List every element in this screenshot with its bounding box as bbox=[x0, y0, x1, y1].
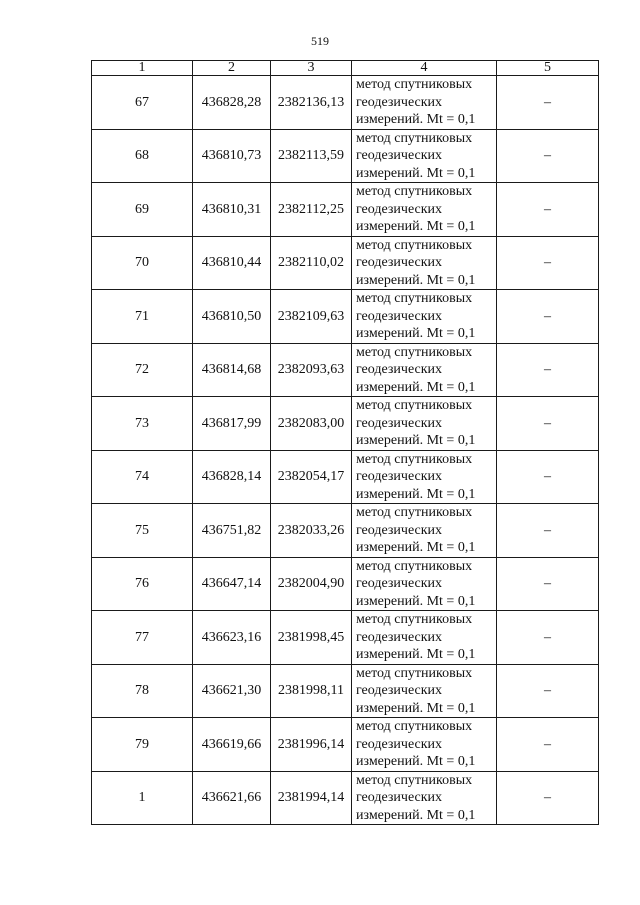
point-number-cell: 76 bbox=[92, 557, 193, 611]
point-number-cell: 78 bbox=[92, 664, 193, 718]
y-coordinate-cell: 2381994,14 bbox=[271, 771, 352, 825]
table-row bbox=[92, 718, 599, 772]
column-header: 4 bbox=[352, 61, 497, 76]
method-cell: метод спутниковых геодезических измерений. Mt = 0,1 bbox=[352, 290, 497, 344]
method-cell: метод спутниковых геодезических измерений. Mt = 0,1 bbox=[352, 129, 497, 183]
note-cell: – bbox=[497, 557, 599, 611]
x-coordinate-cell: 436751,82 bbox=[193, 504, 271, 558]
y-coordinate-cell: 2381998,45 bbox=[271, 611, 352, 665]
coordinates-table bbox=[91, 60, 599, 825]
column-header: 5 bbox=[497, 61, 599, 76]
page-number: 519 bbox=[311, 34, 329, 48]
method-cell: метод спутниковых геодезических измерений. Mt = 0,1 bbox=[352, 557, 497, 611]
x-coordinate-cell: 436619,66 bbox=[193, 718, 271, 772]
table-row bbox=[92, 183, 599, 237]
note-cell: – bbox=[497, 450, 599, 504]
note-cell: – bbox=[497, 129, 599, 183]
point-number-cell: 74 bbox=[92, 450, 193, 504]
y-coordinate-cell: 2382033,26 bbox=[271, 504, 352, 558]
note-cell: – bbox=[497, 76, 599, 130]
method-cell: метод спутниковых геодезических измерений. Mt = 0,1 bbox=[352, 771, 497, 825]
point-number-cell: 72 bbox=[92, 343, 193, 397]
table-row bbox=[92, 236, 599, 290]
method-cell: метод спутниковых геодезических измерений. Mt = 0,1 bbox=[352, 664, 497, 718]
point-number-cell: 67 bbox=[92, 76, 193, 130]
method-cell: метод спутниковых геодезических измерений. Mt = 0,1 bbox=[352, 504, 497, 558]
table-row bbox=[92, 611, 599, 665]
point-number-cell: 69 bbox=[92, 183, 193, 237]
note-cell: – bbox=[497, 718, 599, 772]
column-header: 3 bbox=[271, 61, 352, 76]
x-coordinate-cell: 436810,50 bbox=[193, 290, 271, 344]
note-cell: – bbox=[497, 611, 599, 665]
x-coordinate-cell: 436621,30 bbox=[193, 664, 271, 718]
y-coordinate-cell: 2382110,02 bbox=[271, 236, 352, 290]
table-row bbox=[92, 129, 599, 183]
x-coordinate-cell: 436810,44 bbox=[193, 236, 271, 290]
note-cell: – bbox=[497, 343, 599, 397]
y-coordinate-cell: 2382093,63 bbox=[271, 343, 352, 397]
note-cell: – bbox=[497, 504, 599, 558]
note-cell: – bbox=[497, 183, 599, 237]
column-header: 2 bbox=[193, 61, 271, 76]
x-coordinate-cell: 436647,14 bbox=[193, 557, 271, 611]
point-number-cell: 75 bbox=[92, 504, 193, 558]
y-coordinate-cell: 2382004,90 bbox=[271, 557, 352, 611]
method-cell: метод спутниковых геодезических измерений. Mt = 0,1 bbox=[352, 397, 497, 451]
note-cell: – bbox=[497, 771, 599, 825]
x-coordinate-cell: 436817,99 bbox=[193, 397, 271, 451]
method-cell: метод спутниковых геодезических измерений. Mt = 0,1 bbox=[352, 450, 497, 504]
method-cell: метод спутниковых геодезических измерений. Mt = 0,1 bbox=[352, 718, 497, 772]
method-cell: метод спутниковых геодезических измерений. Mt = 0,1 bbox=[352, 611, 497, 665]
table-row bbox=[92, 343, 599, 397]
y-coordinate-cell: 2382109,63 bbox=[271, 290, 352, 344]
note-cell: – bbox=[497, 664, 599, 718]
x-coordinate-cell: 436810,31 bbox=[193, 183, 271, 237]
x-coordinate-cell: 436828,14 bbox=[193, 450, 271, 504]
point-number-cell: 73 bbox=[92, 397, 193, 451]
table-row bbox=[92, 557, 599, 611]
column-header: 1 bbox=[92, 61, 193, 76]
y-coordinate-cell: 2382112,25 bbox=[271, 183, 352, 237]
table-row bbox=[92, 450, 599, 504]
method-cell: метод спутниковых геодезических измерений. Mt = 0,1 bbox=[352, 76, 497, 130]
table-row bbox=[92, 664, 599, 718]
note-cell: – bbox=[497, 290, 599, 344]
y-coordinate-cell: 2382113,59 bbox=[271, 129, 352, 183]
y-coordinate-cell: 2381996,14 bbox=[271, 718, 352, 772]
point-number-cell: 68 bbox=[92, 129, 193, 183]
table-row bbox=[92, 290, 599, 344]
x-coordinate-cell: 436623,16 bbox=[193, 611, 271, 665]
point-number-cell: 1 bbox=[92, 771, 193, 825]
y-coordinate-cell: 2382054,17 bbox=[271, 450, 352, 504]
method-cell: метод спутниковых геодезических измерений. Mt = 0,1 bbox=[352, 183, 497, 237]
point-number-cell: 79 bbox=[92, 718, 193, 772]
point-number-cell: 70 bbox=[92, 236, 193, 290]
point-number-cell: 77 bbox=[92, 611, 193, 665]
y-coordinate-cell: 2381998,11 bbox=[271, 664, 352, 718]
y-coordinate-cell: 2382136,13 bbox=[271, 76, 352, 130]
x-coordinate-cell: 436810,73 bbox=[193, 129, 271, 183]
point-number-cell: 71 bbox=[92, 290, 193, 344]
table-row bbox=[92, 771, 599, 825]
note-cell: – bbox=[497, 397, 599, 451]
method-cell: метод спутниковых геодезических измерений. Mt = 0,1 bbox=[352, 343, 497, 397]
table-header-row bbox=[92, 61, 599, 76]
x-coordinate-cell: 436828,28 bbox=[193, 76, 271, 130]
table-row bbox=[92, 76, 599, 130]
table-row bbox=[92, 397, 599, 451]
method-cell: метод спутниковых геодезических измерений. Mt = 0,1 bbox=[352, 236, 497, 290]
note-cell: – bbox=[497, 236, 599, 290]
table-row bbox=[92, 504, 599, 558]
x-coordinate-cell: 436814,68 bbox=[193, 343, 271, 397]
y-coordinate-cell: 2382083,00 bbox=[271, 397, 352, 451]
x-coordinate-cell: 436621,66 bbox=[193, 771, 271, 825]
